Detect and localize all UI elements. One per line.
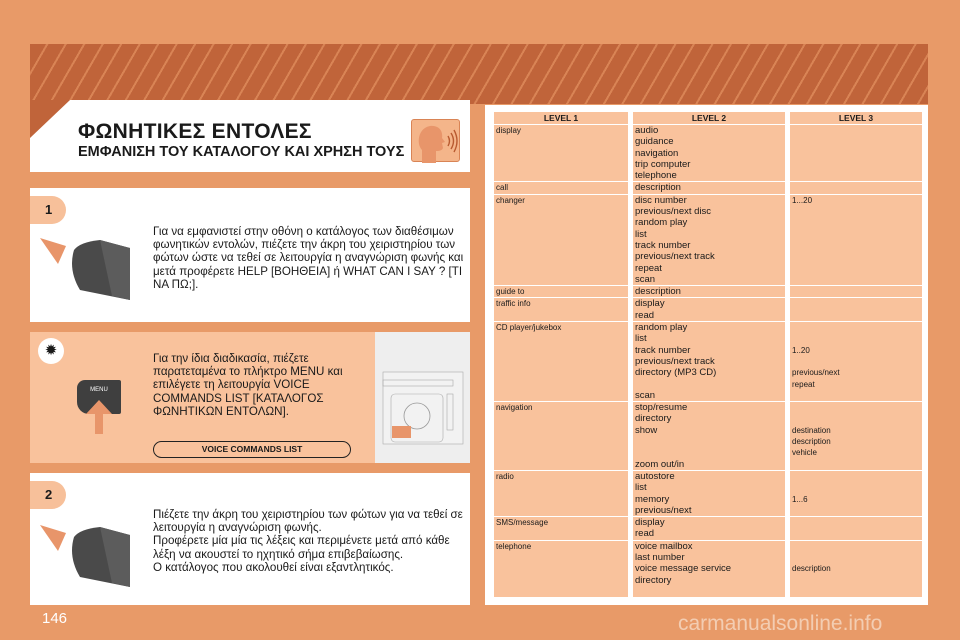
level-2-cell: description — [633, 286, 785, 297]
level-1-cell: navigation — [494, 402, 628, 470]
watermark: carmanualsonline.info — [678, 612, 883, 635]
table-row — [494, 195, 922, 285]
level-2-cell: random play list track number previous/next track directory (MP3 CD) scan — [633, 322, 785, 401]
table-row — [494, 541, 922, 597]
level-1-cell: traffic info — [494, 298, 628, 321]
page-subtitle: ΕΜΦΑΝΙΣΗ ΤΟΥ ΚΑΤΑΛΟΓΟΥ ΚΑΙ ΧΡΗΣΗ ΤΟΥΣ — [78, 144, 405, 160]
level-2-cell: display read — [633, 298, 785, 321]
level-2-cell: voice mailbox last number voice message service directory — [633, 541, 785, 597]
voice-commands-table — [489, 111, 927, 598]
level-3-cell: destination description vehicle — [790, 402, 922, 470]
level-1-cell: CD player/jukebox — [494, 322, 628, 401]
level-1-cell: radio — [494, 471, 628, 516]
voice-commands-list-button[interactable]: VOICE COMMANDS LIST — [153, 441, 351, 458]
page-number: 146 — [42, 610, 68, 627]
level-3-cell: description — [790, 541, 922, 597]
page-title: ΦΩΝΗΤΙΚΕΣ ΕΝΤΟΛΕΣ — [78, 120, 312, 143]
level-3-cell: 1...6 — [790, 471, 922, 516]
level-2-cell: stop/resume directory show zoom out/in — [633, 402, 785, 470]
column-header-level-2: LEVEL 2 — [633, 112, 785, 124]
light-stalk-image — [40, 230, 150, 300]
level-2-cell: description — [633, 182, 785, 193]
level-1-cell: SMS/message — [494, 517, 628, 540]
table-row — [494, 402, 922, 470]
page-header — [30, 100, 470, 172]
radio-panel-image — [375, 332, 470, 463]
level-3-cell — [790, 517, 922, 540]
tip-section — [30, 332, 470, 463]
table-row — [494, 471, 922, 516]
level-3-cell: 1..20 previous/next repeat — [790, 322, 922, 401]
level-2-cell: audio guidance navigation trip computer telephone — [633, 125, 785, 181]
voice-speaking-icon — [411, 119, 460, 162]
step-number-badge: 2 — [30, 481, 66, 509]
table-row — [494, 286, 922, 297]
step-1-section — [30, 188, 470, 322]
level-3-cell — [790, 125, 922, 181]
level-1-cell: telephone — [494, 541, 628, 597]
step-number-badge: 1 — [30, 196, 66, 224]
level-1-cell: changer — [494, 195, 628, 285]
tip-text: Για την ίδια διαδικασία, πιέζετε παρατεταμένα το πλήκτρο MENU και επιλέγετε τη λειτουργία VOICE COMMANDS LIST [ΚΑΤΑΛΟΓΟΣ ΦΩΝΗΤΙΚΩΝ ΕΝΤΟΛΩΝ]. — [153, 352, 343, 418]
column-header-level-3: LEVEL 3 — [790, 112, 922, 124]
level-3-cell — [790, 182, 922, 193]
level-1-cell: call — [494, 182, 628, 193]
table-row — [494, 125, 922, 181]
table-row — [494, 298, 922, 321]
level-1-cell: display — [494, 125, 628, 181]
step-2-section — [30, 473, 470, 605]
step-1-text: Για να εμφανιστεί στην οθόνη ο κατάλογος των διαθέσιμων φωνητικών εντολών, πιέζετε την άκρη του χειριστηρίου των φώτων ώστε να τεθεί σε λειτουργία η αναγνώριση φωνής και μετά προφέρετε HELP [ΒΟΗΘΕΙΑ] ή WHAT CAN I SAY ? [ΤΙ ΝΑ ΠΩ;]. — [153, 225, 464, 291]
arrow-up-icon — [86, 400, 112, 434]
table-header-row — [494, 112, 922, 124]
decorative-stripe-band — [30, 44, 928, 104]
step-2-text: Πιέζετε την άκρη του χειριστηρίου των φώτων για να τεθεί σε λειτουργία η αναγνώριση φωνής. Προφέρετε μία μία τις λέξεις και περιμένετε μετά από κάθε λέξη να ακουστεί το ηχητικό σήμα επιβεβαίωσης. Ο κατάλογος που ακολουθεί είναι εξαντλητικός. — [153, 508, 463, 574]
level-2-cell: disc number previous/next disc random play list track number previous/next track repeat scan — [633, 195, 785, 285]
menu-key-label: MENU — [90, 387, 108, 393]
column-header-level-1: LEVEL 1 — [494, 112, 628, 124]
level-3-cell — [790, 298, 922, 321]
light-stalk-image — [40, 517, 150, 587]
table-row — [494, 322, 922, 401]
table-row — [494, 517, 922, 540]
level-2-cell: display read — [633, 517, 785, 540]
corner-decoration — [30, 100, 70, 138]
voice-commands-table-panel — [485, 105, 928, 605]
table-row — [494, 182, 922, 193]
level-1-cell: guide to — [494, 286, 628, 297]
level-2-cell: autostore list memory previous/next — [633, 471, 785, 516]
level-3-cell: 1...20 — [790, 195, 922, 285]
lightbulb-icon: ✹ — [38, 338, 64, 364]
level-3-cell — [790, 286, 922, 297]
